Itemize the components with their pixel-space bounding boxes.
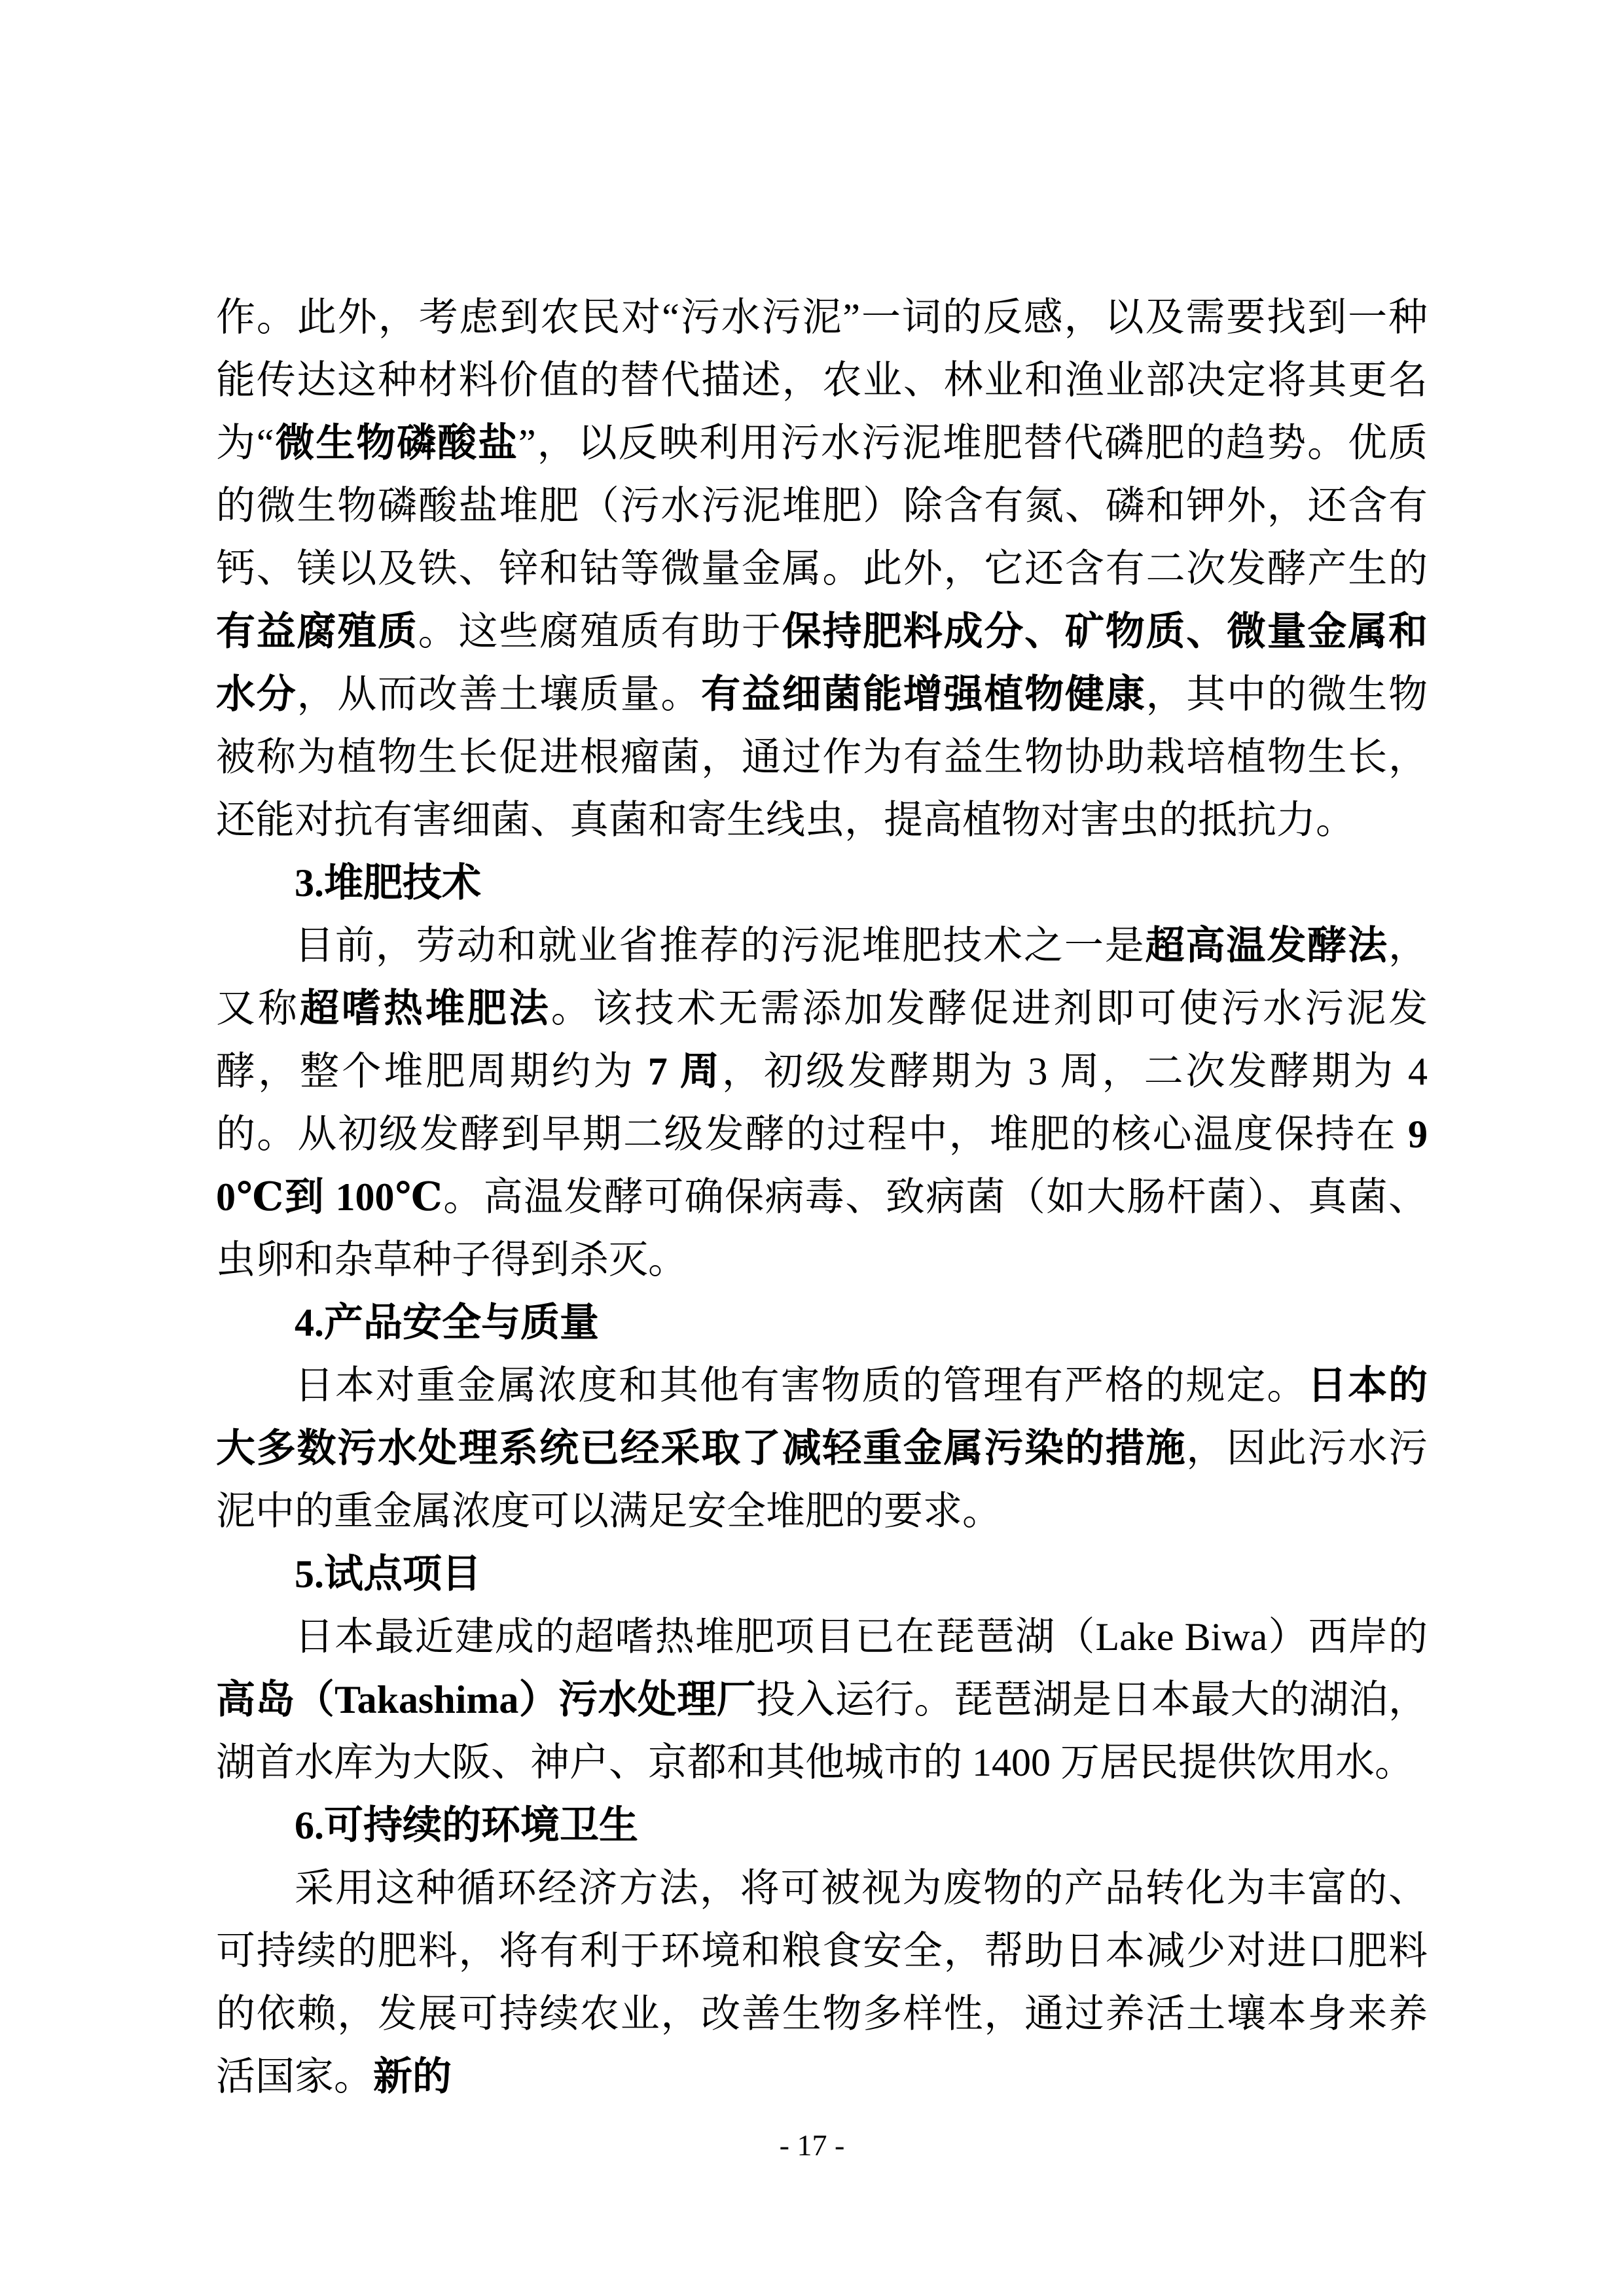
text-segment: ，从而改善土壤质量。 — [297, 673, 702, 716]
paragraph — [216, 1354, 1428, 1543]
text-segment: 高岛（Takashima）污水处理厂 — [216, 1678, 756, 1721]
text-segment: 。高温发酵可确保病毒、致病菌（如大肠杆菌）、真菌、虫卵和杂草种子得到杀灭。 — [216, 1175, 1428, 1282]
text-segment: 投入运行。琵琶湖是日本最大的湖泊，湖首水库为大阪、神户、京都和其他城市的 1400 万居民提供饮用水。 — [216, 1678, 1428, 1784]
text-segment: 日本的大多数污水处理系统已经采取了减轻重金属污染的措施 — [216, 1364, 1428, 1470]
text-segment: ，其中的微生物被称为植物生长促进根瘤菌，通过作为有益生物协助栽培植物生长，还能对抗有害细菌、真菌和寄生线虫，提高植物对害虫的抵抗力。 — [216, 673, 1428, 842]
text-segment: ，又称 — [216, 924, 1428, 1030]
text-segment: 7 周 — [647, 1050, 722, 1093]
text-segment: ”，以反映利用污水污泥堆肥替代磷肥的趋势。优质的微生物磷酸盐堆肥（污水污泥堆肥）除含有氮、磷和钾外，还含有钙、镁以及铁、锌和钴等微量金属。此外，它还含有二次发酵产生的 — [216, 422, 1428, 590]
text-segment: 3.堆肥技术 — [295, 861, 481, 905]
text-segment: 采用这种循环经济方法，将可被视为废物的产品转化为丰富的、可持续的肥料，将有利于环境和粮食安全，帮助日本减少对进口肥料的依赖，发展可持续农业，改善生物多样性，通过养活土壤本身来养活国家。 — [216, 1867, 1428, 2098]
text-segment: 有益细菌能增强植物健康 — [701, 673, 1146, 716]
text-segment: 4.产品安全与质量 — [295, 1301, 599, 1344]
text-segment: 超高温发酵法 — [1145, 924, 1389, 967]
text-segment: 新的 — [373, 2055, 452, 2098]
text-segment: 目前，劳动和就业省推荐的污泥堆肥技术之一是 — [295, 924, 1146, 967]
text-segment: 5.试点项目 — [295, 1552, 481, 1596]
text-segment: 保持肥料成分、矿物质、微量金属和水分 — [216, 610, 1428, 716]
section-heading — [216, 1543, 1428, 1605]
section-heading — [216, 852, 1428, 914]
text-segment: 。这些腐殖质有助于 — [418, 610, 782, 653]
text-segment: 超嗜热堆肥法 — [299, 987, 551, 1030]
text-segment: 6.可持续的环境卫生 — [295, 1804, 638, 1847]
text-segment: 作。此外，考虑到农民对“污水污泥”一词的反感，以及需要找到一种能传达这种材料价值的替代描述，农业、林业和渔业部决定将其更名为“ — [216, 296, 1428, 465]
paragraph — [216, 1857, 1428, 2108]
page-number: - 17 - — [779, 2128, 845, 2162]
document-body — [216, 286, 1428, 2108]
paragraph — [216, 286, 1428, 852]
text-segment: 日本对重金属浓度和其他有害物质的管理有严格的规定。 — [295, 1364, 1308, 1407]
text-segment: ，因此污水污泥中的重金属浓度可以满足安全堆肥的要求。 — [216, 1427, 1428, 1533]
text-segment: 90℃到 100℃ — [216, 1113, 1428, 1219]
text-segment: 日本最近建成的超嗜热堆肥项目已在琵琶湖（Lake Biwa）西岸的 — [295, 1615, 1428, 1659]
text-segment: ，初级发酵期为 3 周，二次发酵期为 4 的。从初级发酵到早期二级发酵的过程中，堆肥的核心温度保持在 — [216, 1050, 1428, 1156]
section-heading — [216, 1291, 1428, 1354]
text-segment: 。该技术无需添加发酵促进剂即可使污水污泥发酵，整个堆肥周期约为 — [216, 987, 1428, 1093]
section-heading — [216, 1794, 1428, 1857]
paragraph — [216, 1605, 1428, 1794]
paragraph — [216, 914, 1428, 1291]
text-segment: 微生物磷酸盐 — [274, 422, 519, 465]
text-segment: 有益腐殖质 — [216, 610, 418, 653]
